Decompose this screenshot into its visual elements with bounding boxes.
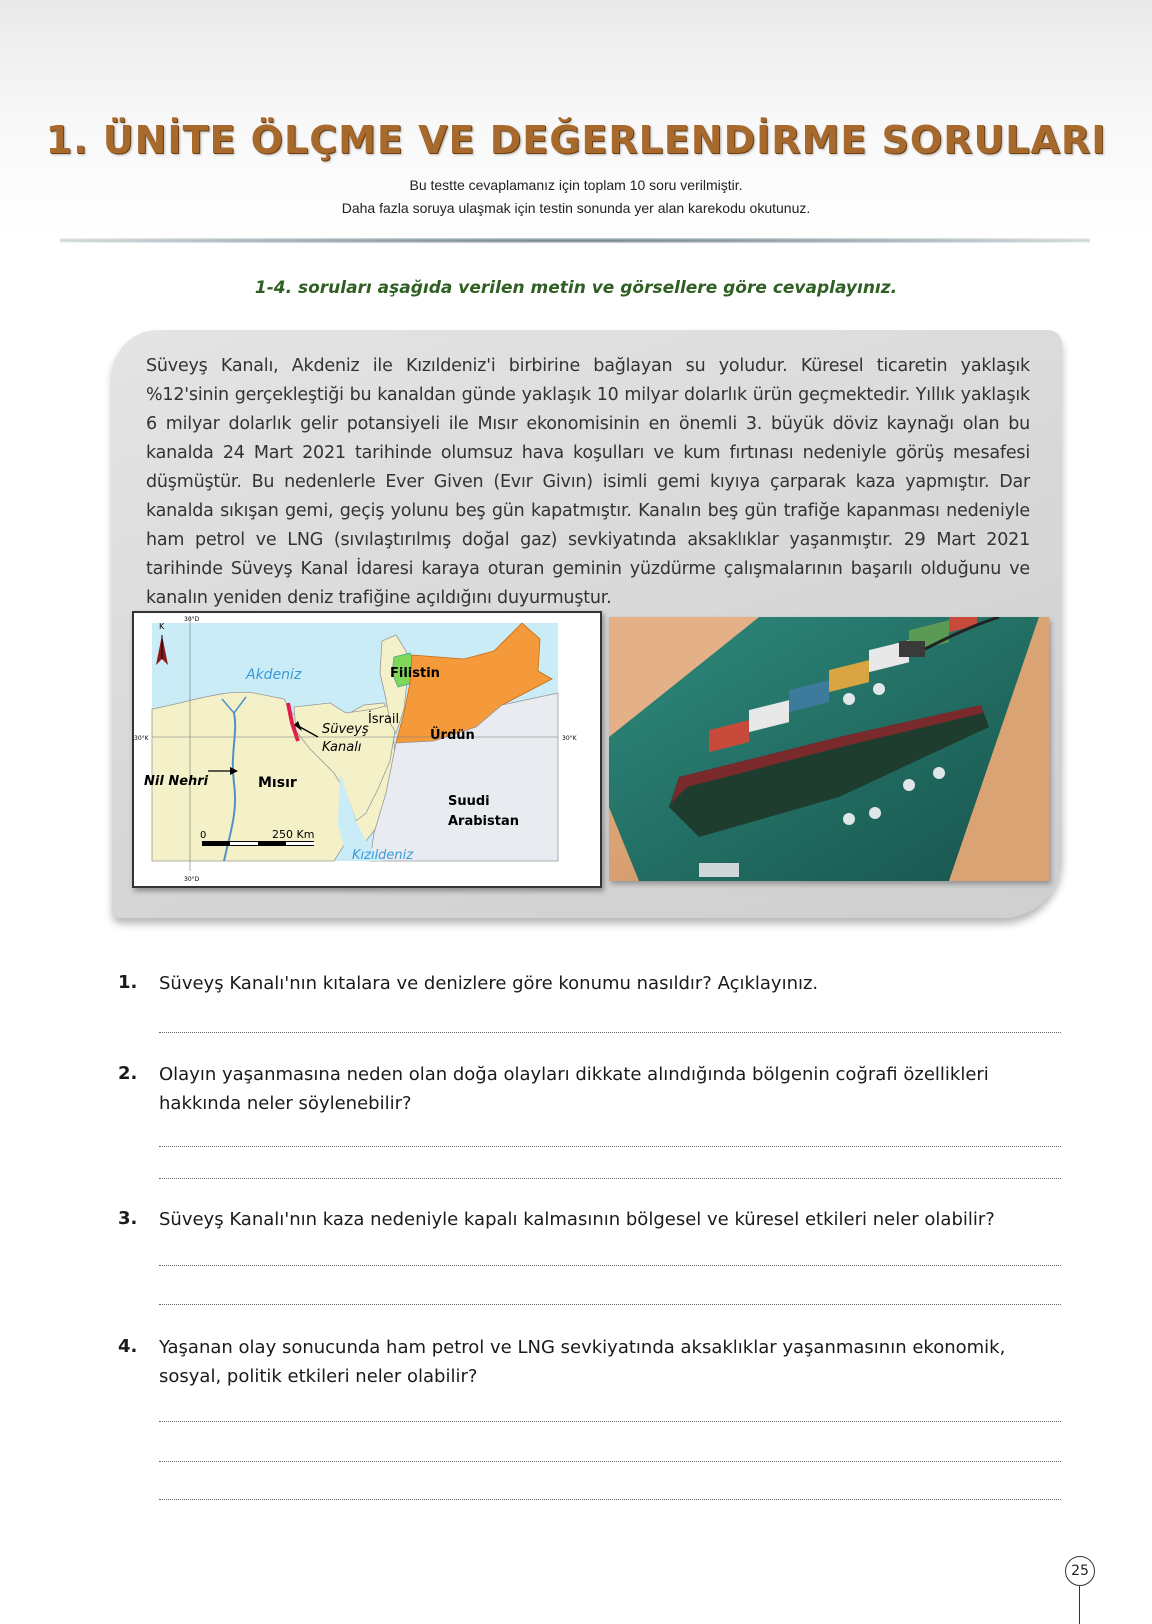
map-lon-bottom: 30°D	[184, 876, 200, 883]
map-label-nil: Nil Nehri	[144, 774, 209, 789]
page-number-stem	[1079, 1586, 1080, 1624]
answer-line[interactable]	[159, 1265, 1061, 1266]
photo-dredger	[899, 641, 925, 657]
page-title: 1. ÜNİTE ÖLÇME VE DEĞERLENDİRME SORULARI	[45, 118, 1107, 162]
ever-given-photo	[609, 617, 1049, 881]
map-scale-zero: 0	[200, 830, 207, 841]
map-lon-top: 30°D	[184, 616, 200, 623]
question-2-text: Olayın yaşanmasına neden olan doğa olayları dikkate alındığında bölgenin coğrafi özellikleri hakkında neler söylenebilir?	[159, 1064, 989, 1114]
map-label-suveys-1: Süveyş	[322, 722, 369, 737]
section-instruction: 1-4. soruları aşağıda verilen metin ve görsellere göre cevaplayınız.	[254, 278, 898, 298]
map-label-suudi-2: Arabistan	[448, 814, 519, 829]
map-label-kizildeniz: Kızıldeniz	[352, 848, 414, 863]
answer-line[interactable]	[159, 1178, 1061, 1179]
answer-line[interactable]	[159, 1032, 1061, 1033]
subtitle-line-1: Bu testte cevaplamanız için toplam 10 soru verilmiştir.	[409, 177, 743, 193]
map-label-akdeniz: Akdeniz	[246, 667, 302, 683]
map-north-label: K	[159, 622, 165, 631]
answer-line[interactable]	[159, 1499, 1061, 1500]
question-3-number: 3.	[118, 1208, 138, 1229]
answer-line[interactable]	[159, 1146, 1061, 1147]
subtitle-line-2: Daha fazla soruya ulaşmak için testin sonunda yer alan karekodu okutunuz.	[341, 200, 811, 216]
question-2-number: 2.	[118, 1063, 138, 1084]
suez-canal-map	[132, 611, 602, 888]
answer-line[interactable]	[159, 1304, 1061, 1305]
map-label-misir: Mısır	[258, 775, 297, 791]
question-4-number: 4.	[118, 1336, 138, 1357]
question-1-text: Süveyş Kanalı'nın kıtalara ve denizlere göre konumu nasıldır? Açıklayınız.	[159, 973, 819, 994]
answer-line[interactable]	[159, 1421, 1061, 1422]
question-4-text: Yaşanan olay sonucunda ham petrol ve LNG sevkiyatında aksaklıklar yaşanmasının ekonomik, sosyal, politik etkileri neler olabilir?	[159, 1337, 1006, 1387]
map-label-urdun: Ürdün	[430, 728, 475, 743]
answer-line[interactable]	[159, 1461, 1061, 1462]
map-lat-left: 30°K	[134, 735, 149, 742]
map-label-suveys-2: Kanalı	[322, 740, 362, 755]
map-label-israil: İsrail	[368, 712, 400, 727]
photo-tugboat	[843, 813, 855, 825]
ever-given-photo-svg	[609, 617, 1049, 881]
page-number: 25	[1065, 1556, 1095, 1586]
map-label-suudi-1: Suudi	[448, 794, 490, 809]
map-svg	[134, 613, 600, 886]
map-label-filistin: Filistin	[390, 666, 440, 681]
passage-text: Süveyş Kanalı, Akdeniz ile Kızıldeniz'i birbirine bağlayan su yoludur. Küresel ticaretin yaklaşık %12'sinin gerçekleştiği bu kanaldan günde yaklaşık 10 milyar dolarlık ürün geçmektedir. Yıllık yaklaşık 6 milyar dolarlık gelir potansiyeli ile Mısır ekonomisinin en önemli 3. büyük döviz kaynağı olan bu kanalda 24 Mart 2021 tarihinde olumsuz hava koşulları ve kum fırtınası nedeniyle görüş mesafesi düşmüştür. Bu nedenlerle Ever Given (Evır Givın) isimli gemi kıyıya çarparak kaza yapmıştır. Dar kanalda sıkışan gemi, geçiş yolunu beş gün kapatmıştır. Kanalın beş gün trafiğe kapanması nedeniyle ham petrol ve LNG (sıvılaştırılmış doğal gaz) sevkiyatında aksaklıklar yaşanmıştır. 29 Mart 2021 tarihinde Süveyş Kanal İdaresi karaya oturan geminin yüzdürme çalışmalarının başarılı olduğunu ve kanalın yeniden deniz trafiğine açıldığını duyurmuştur.	[146, 356, 1030, 608]
map-lat-right: 30°K	[562, 735, 577, 742]
question-1-number: 1.	[118, 972, 138, 993]
header-divider	[60, 238, 1090, 243]
map-scale-km: 250 Km	[272, 828, 315, 841]
question-3-text: Süveyş Kanalı'nın kaza nedeniyle kapalı kalmasının bölgesel ve küresel etkileri neler olabilir?	[159, 1209, 995, 1230]
